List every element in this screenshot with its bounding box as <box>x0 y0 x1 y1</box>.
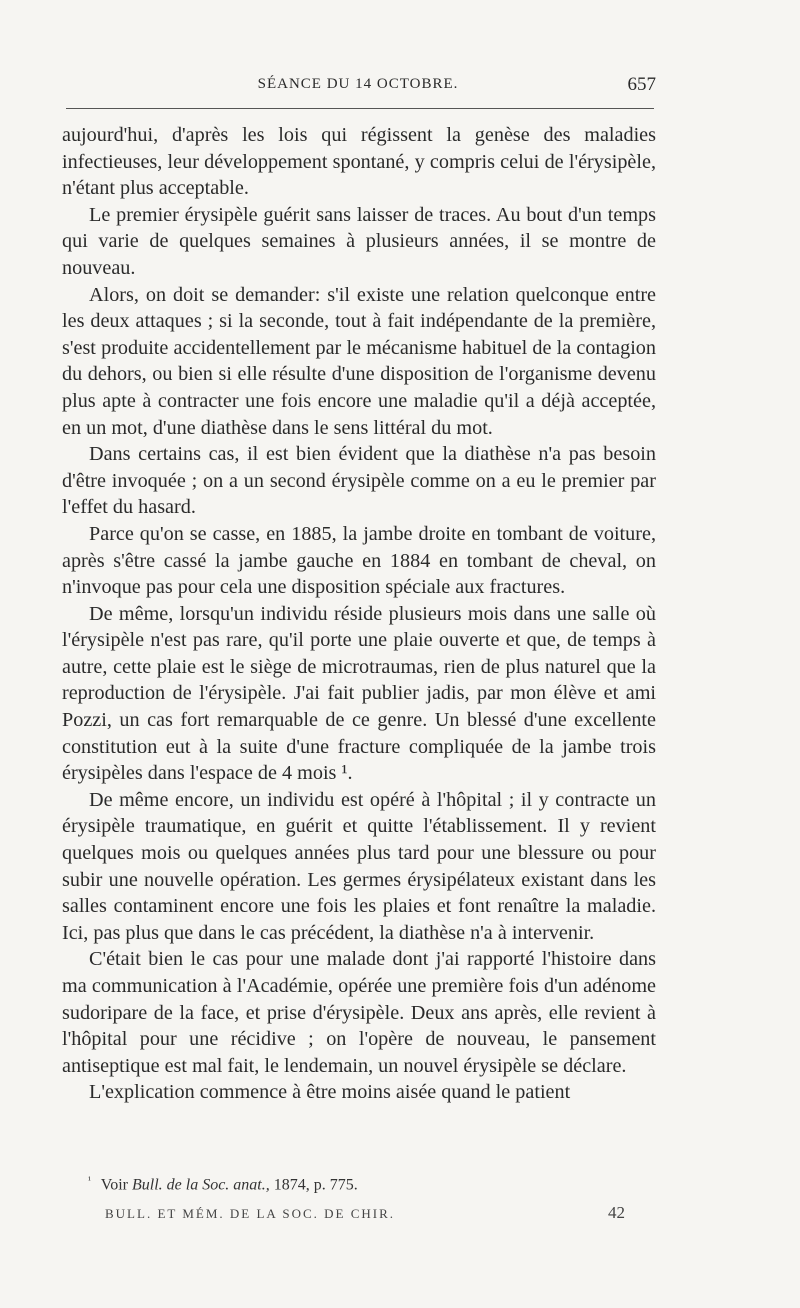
signature-text: BULL. ET MÉM. DE LA SOC. DE CHIR. <box>105 1206 396 1221</box>
page-number: 657 <box>627 74 656 95</box>
paragraph-9: L'explication commence à être moins aisée quand le patient <box>89 1081 571 1104</box>
header-rule <box>66 108 654 109</box>
signature-line <box>105 1203 625 1227</box>
paragraph-7: De même encore, un individu est opéré à l'hôpital ; il y contracte un érysipèle traumatique, en guérit et quitte l'établissement. Il y revient quelques mois ou quelques années plus tard pour une blessure ou pour subir une nouvelle opération. Les germes érysipélateux existant dans les salles contaminent encore une fois les plaies et font renaître la maladie. Ici, pas plus que dans le cas précédent, la diathèse n'a à intervenir. <box>62 788 656 944</box>
footnote-reference: 1874, p. 775. <box>273 1176 358 1194</box>
running-title: SÉANCE DU 14 OCTOBRE. <box>257 76 459 92</box>
signature-number: 42 <box>608 1203 625 1222</box>
paragraph-3: Alors, on doit se demander: s'il existe une relation quelconque entre les deux attaques ; si la seconde, tout à fait indépendante de la première, s'est produite accidentellement par le mécanisme habituel de la contagion du dehors, ou bien si elle résulte d'une disposition de l'organisme devenu plus apte à contracter une fois encore une maladie qu'il a déjà acceptée, en un mot, d'une diathèse dans le sens littéral du mot. <box>62 283 656 439</box>
footnote-mark: ¹ <box>88 1175 91 1186</box>
footnote-journal: Bull. de la Soc. anat., <box>131 1176 270 1194</box>
page-header <box>60 74 656 100</box>
paragraph-5: Parce qu'on se casse, en 1885, la jambe droite en tombant de voiture, après s'être cassé la jambe gauche en 1884 en tombant de cheval, on n'invoque pas pour cela une disposition spéciale aux fractures. <box>62 522 656 599</box>
paragraph-1: aujourd'hui, d'après les lois qui régissent la genèse des maladies infectieuses, leur développement spontané, y compris celui de l'érysipèle, n'étant plus acceptable. <box>62 124 656 200</box>
footnote <box>88 1175 648 1194</box>
paragraph-6: De même, lorsqu'un individu réside plusieurs mois dans une salle où l'érysipèle n'est pas rare, qu'il porte une plaie ouverte et que, de temps à autre, cette plaie est le siège de microtraumas, rien de plus naturel que la reproduction de l'érysipèle. J'ai fait publier jadis, par mon élève et ami Pozzi, un cas fort remarquable de ce genre. Un blessé d'une excellente constitution eut à la suite d'une fracture compliquée de la jambe trois érysipèles dans l'espace de 4 mois ¹. <box>62 602 656 785</box>
body-text <box>62 122 656 1106</box>
paragraph-2: Le premier érysipèle guérit sans laisser de traces. Au bout d'un temps qui varie de quelques semaines à plusieurs années, il se montre de nouveau. <box>62 203 656 279</box>
paragraph-4: Dans certains cas, il est bien évident que la diathèse n'a pas besoin d'être invoquée ; on a un second érysipèle comme on a eu le premier par l'effet du hasard. <box>62 443 656 519</box>
paragraph-8: C'était bien le cas pour une malade dont j'ai rapporté l'histoire dans ma communication à l'Académie, opérée une première fois d'un adénome sudoripare de la face, et prise d'érysipèle. Deux ans après, elle revient à l'hôpital pour une récidive ; on l'opère de nouveau, le pansement antiseptique est mal fait, le lendemain, un nouvel érysipèle se déclare. <box>62 948 656 1077</box>
footnote-prefix: Voir <box>100 1176 128 1194</box>
